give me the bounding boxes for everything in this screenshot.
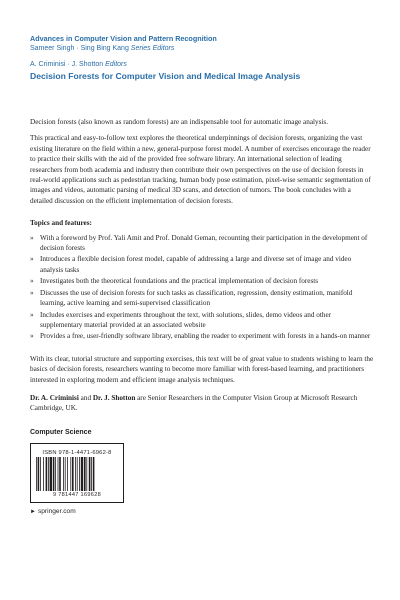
subject-category: Computer Science [30, 428, 92, 436]
topics-list [30, 233, 375, 342]
barcode-bar [89, 457, 91, 491]
topic-item [30, 310, 375, 331]
barcode-bar [58, 457, 59, 491]
isbn-label: ISBN 978-1-4471-6962-8 [42, 450, 112, 457]
bio-and: and [78, 393, 93, 402]
barcode-bar [84, 457, 86, 491]
topic-item [30, 233, 375, 254]
barcode-bar [63, 457, 64, 491]
barcode-bar [77, 457, 78, 491]
bullet-icon: » [30, 277, 34, 286]
barcode-bar [36, 457, 37, 491]
closing-paragraph: With its clear, tutorial structure and supporting exercises, this text will be of great value to students wishing to learn the basics of decision forests, researchers wanting to become more familiar with forest-based learning, and practitioners interested in exploring modern and efficient image analysis techniques. [30, 354, 374, 384]
barcode-bar [67, 457, 68, 491]
barcode-bar [53, 457, 55, 491]
barcode-bar [93, 457, 95, 491]
bullet-icon: » [30, 255, 34, 264]
barcode-bar [43, 457, 44, 491]
bullet-icon: » [30, 288, 34, 297]
book-authors-role: Editors [105, 61, 127, 68]
bio-name-1: Dr. A. Criminisi [30, 393, 79, 402]
topic-text: Discusses the use of decision forests for such tasks as classification, regression, density estimation, manifold learning, active learning and semi-supervised classification [40, 288, 353, 308]
description-paragraph: This practical and easy-to-follow text explores the theoretical underpinnings of decision forests, organizing the vast existing literature on the field within a new, general-purpose forest model. A number of exercises encourage the reader to practice their skills with the aid of the provided free software library. An international selection of leading researchers from both academia and industry then contribute their own perspectives on the use of decision forests in real-world applications such as pedestrian tracking, human body pose estimation, pixel-wise semantic segmentation of images and videos, automatic parsing of medical 3D scans, and detection of tumors. The book concludes with a detailed discussion on the efficient implementation of decision forests. [30, 134, 371, 205]
intro-paragraph: Decision forests (also known as random forests) are an indispensable tool for automatic image analysis. [30, 118, 329, 126]
barcode-image [36, 457, 120, 491]
topic-item [30, 288, 375, 309]
barcode-bar [81, 457, 83, 491]
barcode-bar [86, 457, 87, 491]
topic-item [30, 276, 375, 286]
bio-name-2: Dr. J. Shotton [92, 393, 136, 402]
publisher-url: springer.com [37, 508, 76, 516]
topic-text: Introduces a flexible decision forest model, capable of addressing a large and diverse set of image and video analysis tasks [40, 255, 352, 274]
series-editors-role: Series Editors [130, 45, 175, 52]
blurb [30, 117, 375, 518]
bullet-icon: » [30, 332, 34, 341]
series-editors [30, 44, 400, 54]
book-title: Decision Forests for Computer Vision and Medical Image Analysis [30, 71, 301, 81]
author-bio [30, 393, 375, 414]
barcode-bar [50, 457, 52, 491]
bullet-icon: » [30, 233, 34, 242]
topic-text: Investigates both the theoretical foundations and the practical implementation of decision forests [40, 277, 319, 286]
topic-text: Includes exercises and experiments throughout the text, with solutions, slides, demo videos and other supplementary material provided at an associated website [40, 310, 332, 329]
barcode-bar [48, 457, 49, 491]
barcode-bar [91, 457, 92, 491]
topic-item [30, 254, 375, 275]
topic-text: With a foreword by Prof. Yali Amit and Prof. Donald Geman, recounting their participation in the development of decision forests [40, 233, 368, 253]
book-authors [30, 59, 400, 70]
series-title: Advances in Computer Vision and Pattern Recognition [30, 34, 217, 43]
topics-heading: Topics and features: [30, 219, 92, 228]
barcode-bar [70, 457, 71, 491]
barcode-bar [55, 457, 56, 491]
barcode-bar [38, 457, 40, 491]
barcode-bar [72, 457, 74, 491]
publisher-link[interactable] [30, 507, 375, 517]
barcode-bar [65, 457, 66, 491]
barcode-bar [59, 457, 61, 491]
topic-item [30, 331, 375, 341]
arrow-right-icon: ► [30, 509, 36, 516]
barcode-bar [75, 457, 76, 491]
barcode-bar [40, 457, 41, 491]
header-band [30, 0, 400, 98]
barcode-bar [79, 457, 80, 491]
bio-rest: are Senior Researchers in the Computer Vision Group at Microsoft Research Cambridge, UK. [30, 393, 358, 413]
book-authors-names: A. Criminisi · J. Shotton [30, 61, 104, 68]
isbn-barcode-box [30, 443, 124, 503]
series-editors-names: Sameer Singh · Sing Bing Kang [30, 45, 129, 52]
bullet-icon: » [30, 310, 34, 319]
barcode-bar [46, 457, 48, 491]
topic-text: Provides a free, user-friendly software library, enabling the reader to experiment with forests in a hands-on manner [40, 332, 371, 341]
barcode-digits: 9 781447 169628 [52, 491, 102, 498]
